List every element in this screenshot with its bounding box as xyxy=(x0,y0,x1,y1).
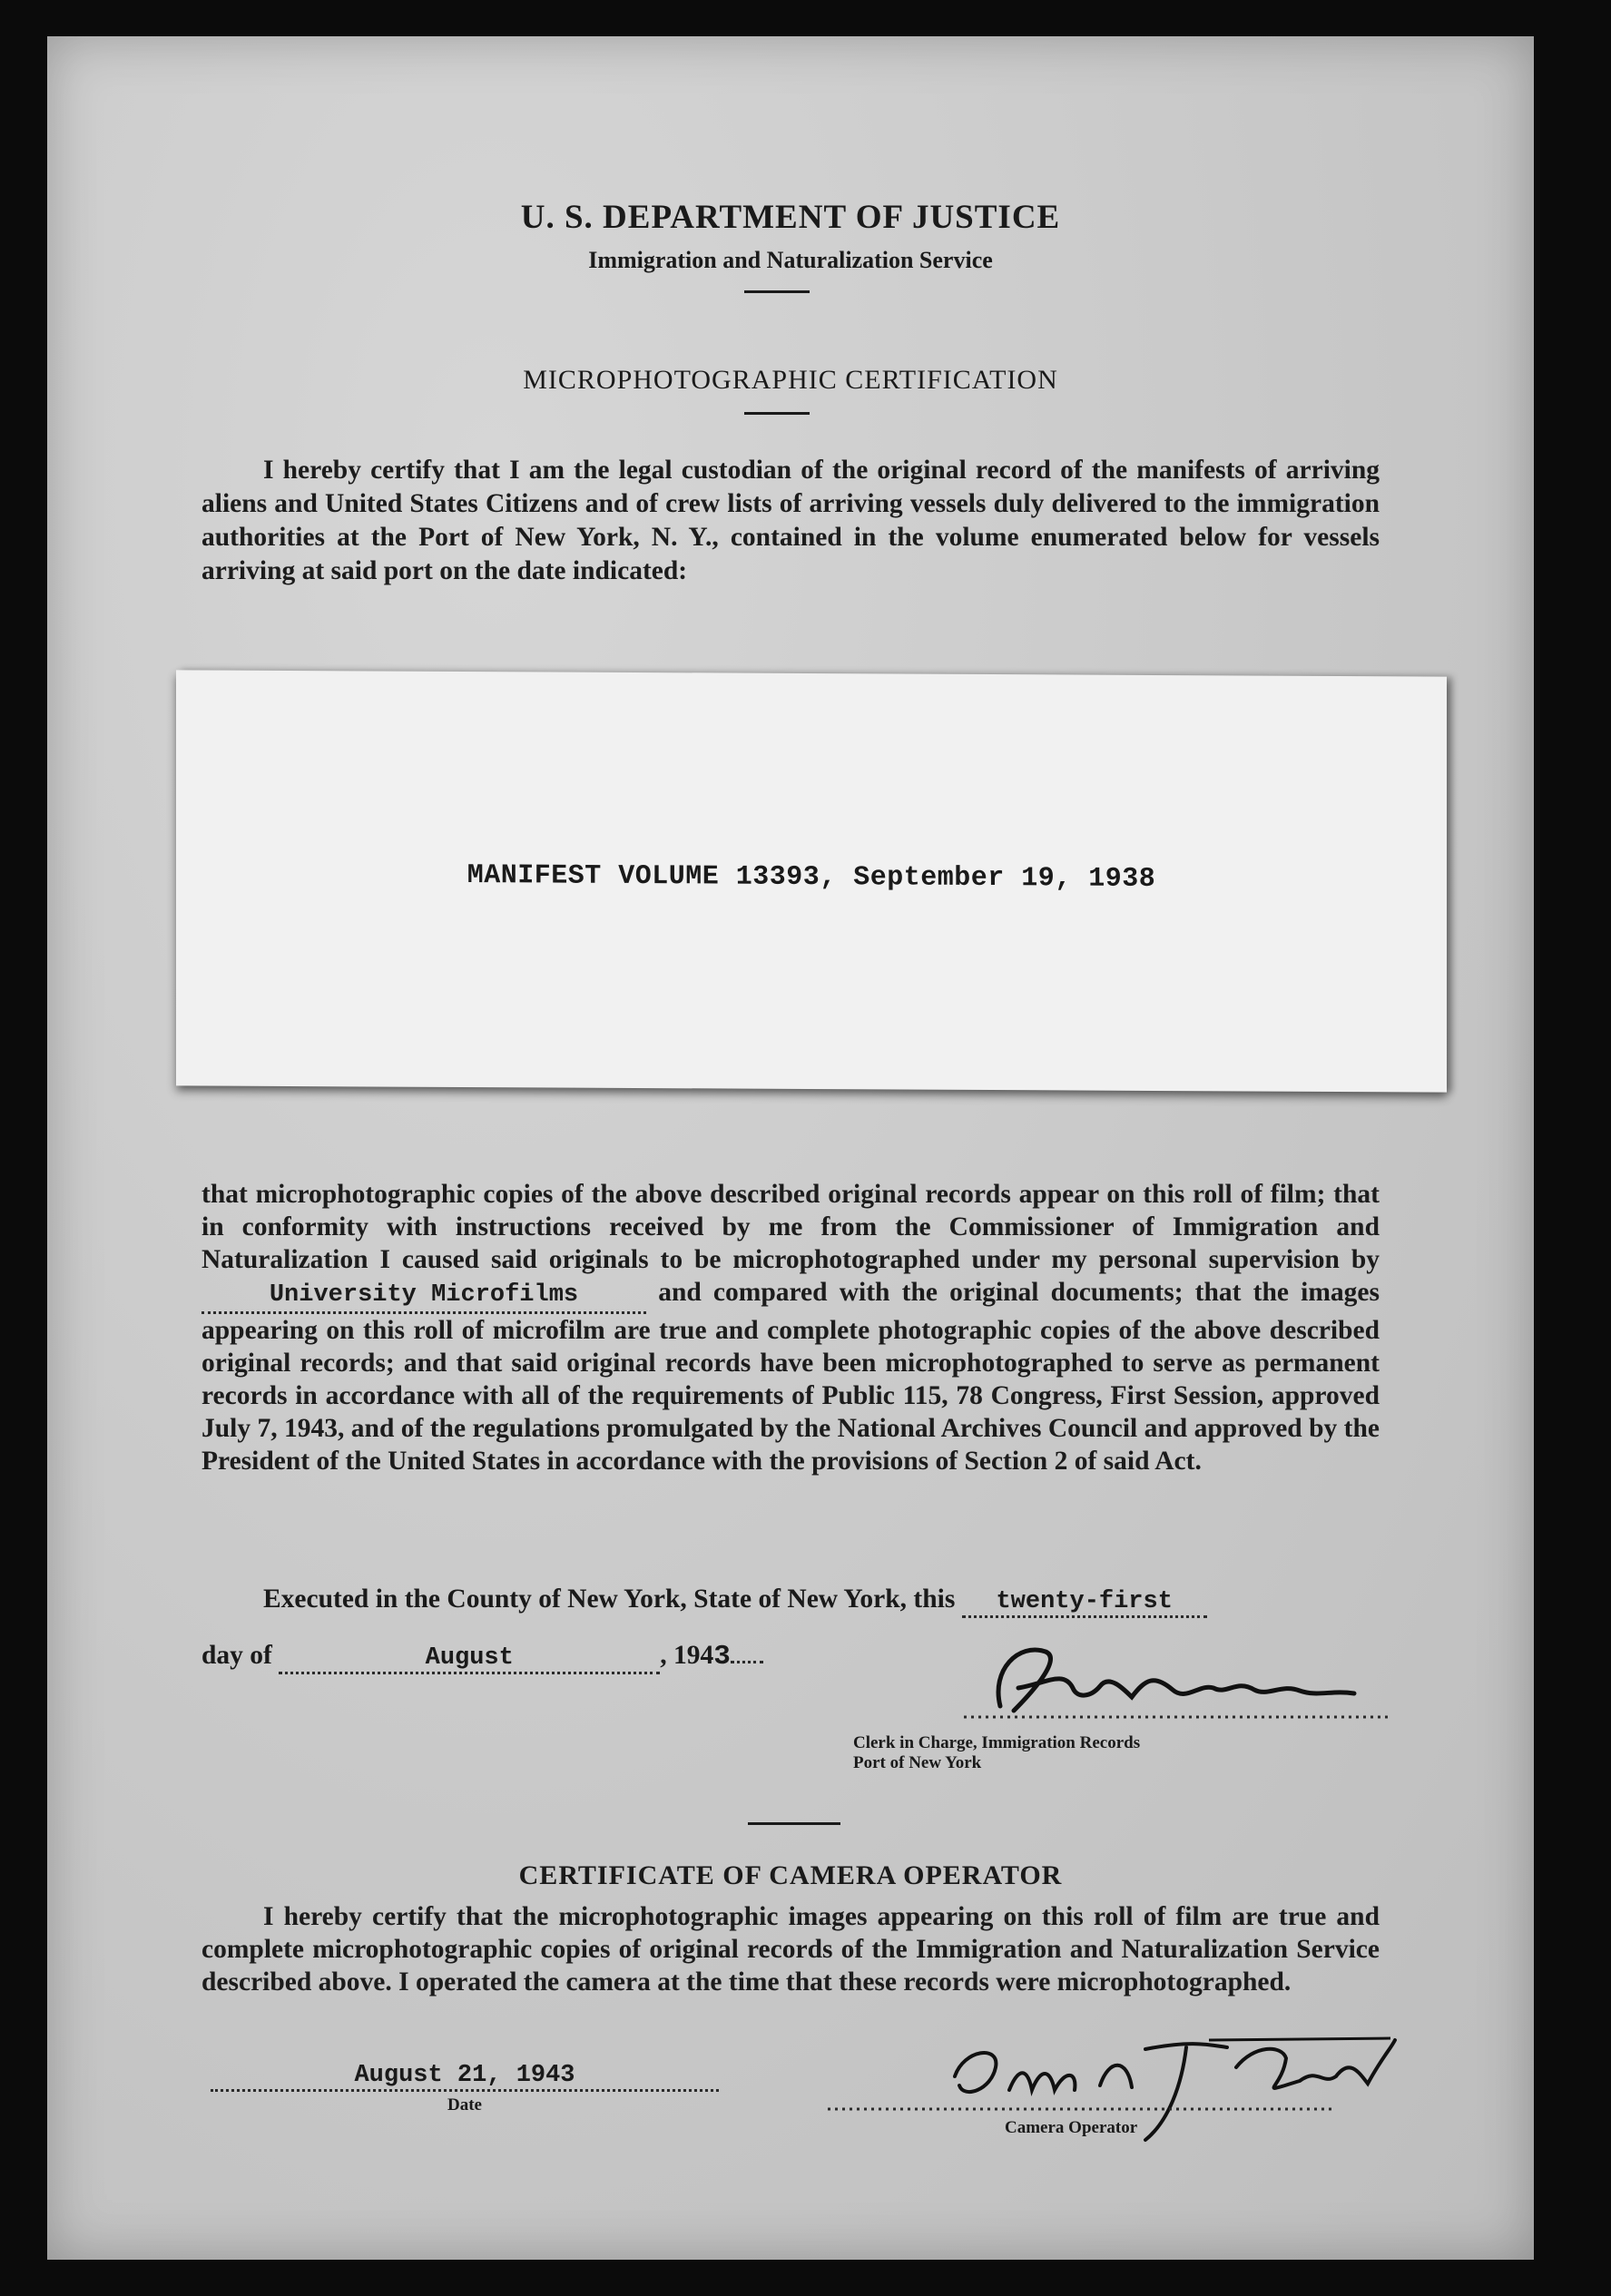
camera-date-line xyxy=(211,2062,719,2092)
camera-date-field xyxy=(211,2062,719,2115)
supervisor-line xyxy=(201,1276,646,1314)
clerk-location: Port of New York xyxy=(853,1753,982,1772)
intro-text: I hereby certify that I am the legal custodian of the original record of the manifests of arriving aliens and United States Citizens and of crew lists of arriving vessels duly delivered to the immigration authorities at the Port of New York, N. Y., contained in the volume enumerated below for vessels arriving at said port on the date indicated: xyxy=(201,456,1380,585)
clerk-title: Clerk in Charge, Immigration Records xyxy=(853,1733,1141,1752)
month-value: August xyxy=(425,1644,514,1672)
body-text-after: and compared with the original documents; that the images appearing on this roll of microfilm are true and complete photographic copies of the above described original records; and that said original records have been microphotographed to serve as permanent records in accordance with all of the requirements of Public 115, 78 Congress, First Session, approved July 7, 1943, and of the regulations promulgated by the National Archives Council and approved by the President of the United States in accordance with the provisions of Section 2 of said Act. xyxy=(201,1278,1380,1476)
certification-title: MICROPHOTOGRAPHIC CERTIFICATION xyxy=(523,365,1058,395)
year-trail xyxy=(731,1661,763,1663)
executed-line xyxy=(263,1585,1207,1618)
body-text-before: that microphotographic copies of the above described original records appear on this roll of film; that in conformity with instructions received by me from the Commissioner of Immigration and Naturalization I caused said originals to be microphotographed under my personal supervision by xyxy=(201,1180,1380,1274)
camera-date-label: Date xyxy=(447,2095,482,2114)
camera-operator-label: Camera Operator xyxy=(1005,2118,1138,2137)
year-digit: 3 xyxy=(713,1641,731,1673)
camera-text: I hereby certify that the microphotographic images appearing on this roll of film are true and complete microphotographic copies of original records of the Immigration and Naturalization Service described above. I operated the camera at the time that these records were microphotographed. xyxy=(201,1902,1380,1997)
date-line xyxy=(201,1641,763,1674)
divider-rule xyxy=(748,1822,840,1825)
month-line xyxy=(279,1641,660,1674)
certificate-sheet xyxy=(47,36,1534,2260)
divider-rule xyxy=(744,412,810,415)
camera-date-value: August 21, 1943 xyxy=(354,2062,575,2089)
body-paragraph xyxy=(201,1178,1380,1477)
service-subheading: Immigration and Naturalization Service xyxy=(588,247,993,273)
divider-rule xyxy=(744,290,810,293)
camera-paragraph xyxy=(201,1900,1380,1998)
year-prefix: , 194 xyxy=(660,1641,714,1670)
intro-paragraph xyxy=(201,454,1380,588)
executed-day: twenty-first xyxy=(996,1588,1173,1615)
day-of-label: day of xyxy=(201,1641,272,1670)
department-heading: U. S. DEPARTMENT OF JUSTICE xyxy=(520,199,1061,236)
manifest-slip xyxy=(176,670,1447,1092)
manifest-volume: MANIFEST VOLUME 13393, September 19, 1938 xyxy=(467,860,1156,895)
clerk-signature xyxy=(964,1634,1390,1724)
executed-day-line xyxy=(962,1585,1207,1618)
supervisor-name: University Microfilms xyxy=(269,1281,579,1309)
executed-prefix: Executed in the County of New York, State of New York, this xyxy=(263,1585,956,1614)
camera-certificate-title: CERTIFICATE OF CAMERA OPERATOR xyxy=(518,1860,1063,1890)
